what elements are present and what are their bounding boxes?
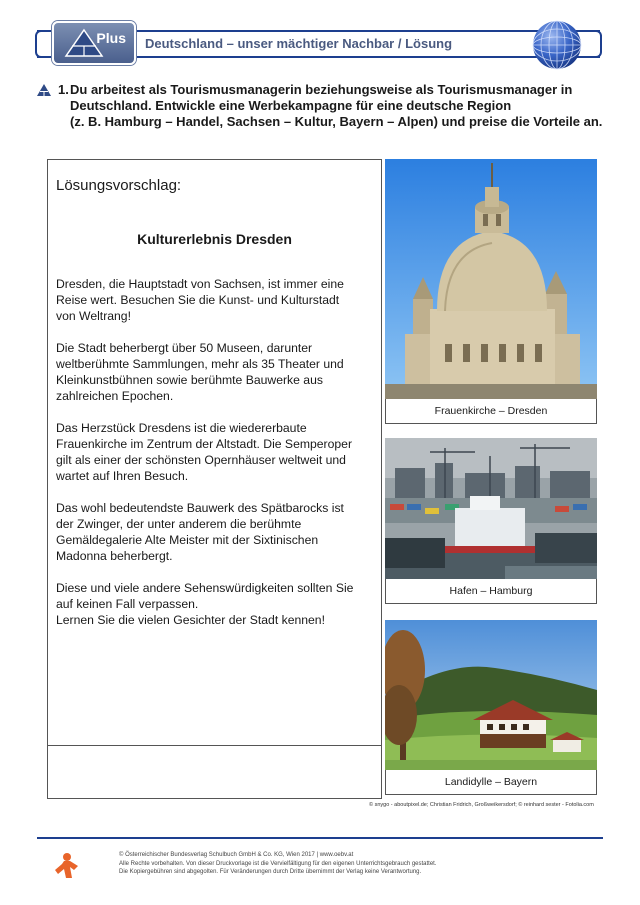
photo-caption: Landidylle – Bayern <box>385 770 597 795</box>
triangle-level-icon <box>37 84 51 96</box>
footer-line-text: Die Kopiergebühren sind abgegolten. Für Veränderungen durch Dritte übernimmt der Verlag keine Verantwortung. <box>119 869 422 875</box>
task-line: Du arbeitest als Tourismusmanagerin beziehungsweise als Tourismusmanager in <box>70 82 573 97</box>
footer-line <box>37 837 603 839</box>
solution-body <box>56 276 376 644</box>
footer-line-text: Alle Rechte vorbehalten. Von dieser Druckvorlage ist die Vervielfältigung für den eigenen Unterrichtsgebrauch gestattet. <box>119 860 437 867</box>
paragraph-5: Diese und viele andere Sehenswürdigkeiten sollten Sie auf keinen Fall verpassen. Lernen Sie die vielen Gesichter der Stadt kennen! <box>56 581 354 627</box>
solution-title: Kulturerlebnis Dresden <box>137 231 292 247</box>
task-line: Deutschland. Entwickle eine Werbekampagne für eine deutsche Region <box>70 98 512 113</box>
photo-credits: © snygo - aboutpixel.de; Christian Fridrich, Großweikersdorf; © reinhard sester - Fotolia.com <box>369 802 594 808</box>
hamburg-image <box>385 438 597 579</box>
plus-badge <box>52 21 136 65</box>
photo-frauenkirche <box>385 159 597 424</box>
header-title: Deutschland – unser mächtiger Nachbar / Lösung <box>145 36 453 51</box>
footer-text <box>119 851 437 877</box>
photo-caption: Hafen – Hamburg <box>385 579 597 604</box>
task-text <box>70 82 610 130</box>
paragraph-3: Das Herzstück Dresdens ist die wiedererbaute Frauenkirche im Zentrum der Altstadt. Die Semperoper gilt als einer der schönsten Opernhäuser weltweit und wartet auf Ihren Besuch. <box>56 421 353 483</box>
globe-icon <box>531 19 583 71</box>
paragraph-4: Das wohl bedeutendste Bauwerk des Spätbarocks ist der Zwinger, der unter anderem die berühmte Gemäldegalerie Alte Meister mit der Sixtinischen Madonna beherbergt. <box>56 501 344 563</box>
solution-label: Lösungsvorschlag: <box>56 177 182 194</box>
paragraph-2: Die Stadt beherbergt über 50 Museen, darunter weltberühmte Sammlungen, mehr als 35 Theater und Kleinkunstbühnen sowie berühmte Bauwerke aus zahlreichen Epochen. <box>56 341 344 403</box>
bayern-image <box>385 620 597 770</box>
solution-box <box>47 159 382 799</box>
photo-bayern <box>385 620 597 795</box>
frauenkirche-image <box>385 159 597 399</box>
publisher-logo-icon <box>54 852 80 880</box>
paragraph-1: Dresden, die Hauptstadt von Sachsen, ist immer eine Reise wert. Besuchen Sie die Kunst- und Kulturstadt von Weltrang! <box>56 277 344 323</box>
footer-line-text: © Österreichischer Bundesverlag Schulbuch GmbH & Co. KG, Wien 2017 | www.oebv.at <box>119 852 354 858</box>
task-line: (z. B. Hamburg – Handel, Sachsen – Kultur, Bayern – Alpen) und preise die Vorteile an. <box>70 114 603 129</box>
photo-caption: Frauenkirche – Dresden <box>385 399 597 424</box>
header-bracket-left <box>35 30 45 58</box>
photo-hamburg <box>385 438 597 604</box>
header-bracket-right <box>592 30 602 58</box>
box-divider <box>48 745 381 746</box>
task-number: 1. <box>58 82 69 97</box>
plus-label: Plus <box>96 30 126 46</box>
